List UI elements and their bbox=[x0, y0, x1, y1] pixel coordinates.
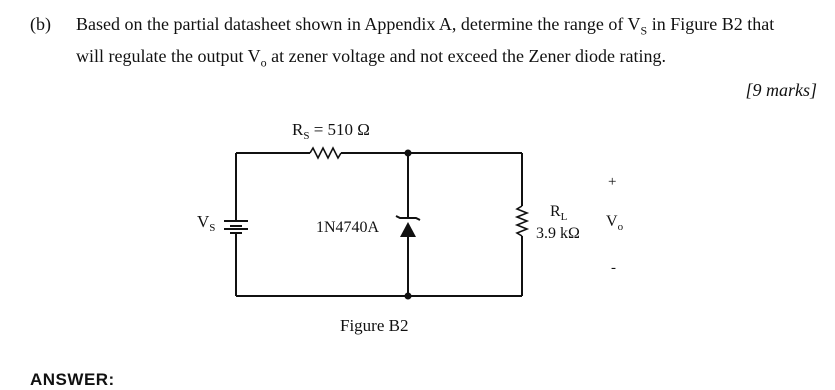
circuit-wires bbox=[236, 148, 527, 296]
answer-heading: ANSWER: bbox=[30, 370, 115, 389]
resistor-rs-symbol bbox=[310, 148, 341, 158]
question-text-2b: at zener voltage and not exceed the Zener diode rating. bbox=[266, 46, 666, 66]
question-text-2a: will regulate the output V bbox=[76, 46, 261, 66]
vo-minus-sign: - bbox=[611, 260, 616, 276]
question-label: (b) bbox=[30, 14, 51, 34]
zener-part-label: 1N4740A bbox=[316, 219, 380, 236]
rl-label: $R_L$ bbox=[550, 203, 568, 223]
vo-label: $V_o$ bbox=[606, 213, 624, 233]
vo-plus-sign: + bbox=[608, 174, 617, 190]
marks-label: [9 marks] bbox=[745, 80, 817, 100]
vo-subscript: o bbox=[260, 55, 267, 70]
question-text-1b: in Figure B2 that bbox=[647, 14, 775, 34]
vs-subscript: S bbox=[640, 23, 648, 38]
junction-top-dot bbox=[405, 150, 412, 157]
rs-label: $R_S = 510$ Ω bbox=[292, 120, 370, 142]
figure-caption: Figure B2 bbox=[340, 316, 409, 335]
resistor-rl-symbol bbox=[517, 206, 527, 236]
battery-vs-symbol bbox=[224, 221, 248, 233]
vs-label: $V_S$ bbox=[197, 212, 216, 234]
junction-bottom-dot bbox=[405, 293, 412, 300]
zener-diode-symbol bbox=[396, 216, 420, 237]
rl-value: 3.9 kΩ bbox=[536, 225, 580, 242]
question-text-1a: Based on the partial datasheet shown in Appendix A, determine the range of V bbox=[76, 14, 641, 34]
